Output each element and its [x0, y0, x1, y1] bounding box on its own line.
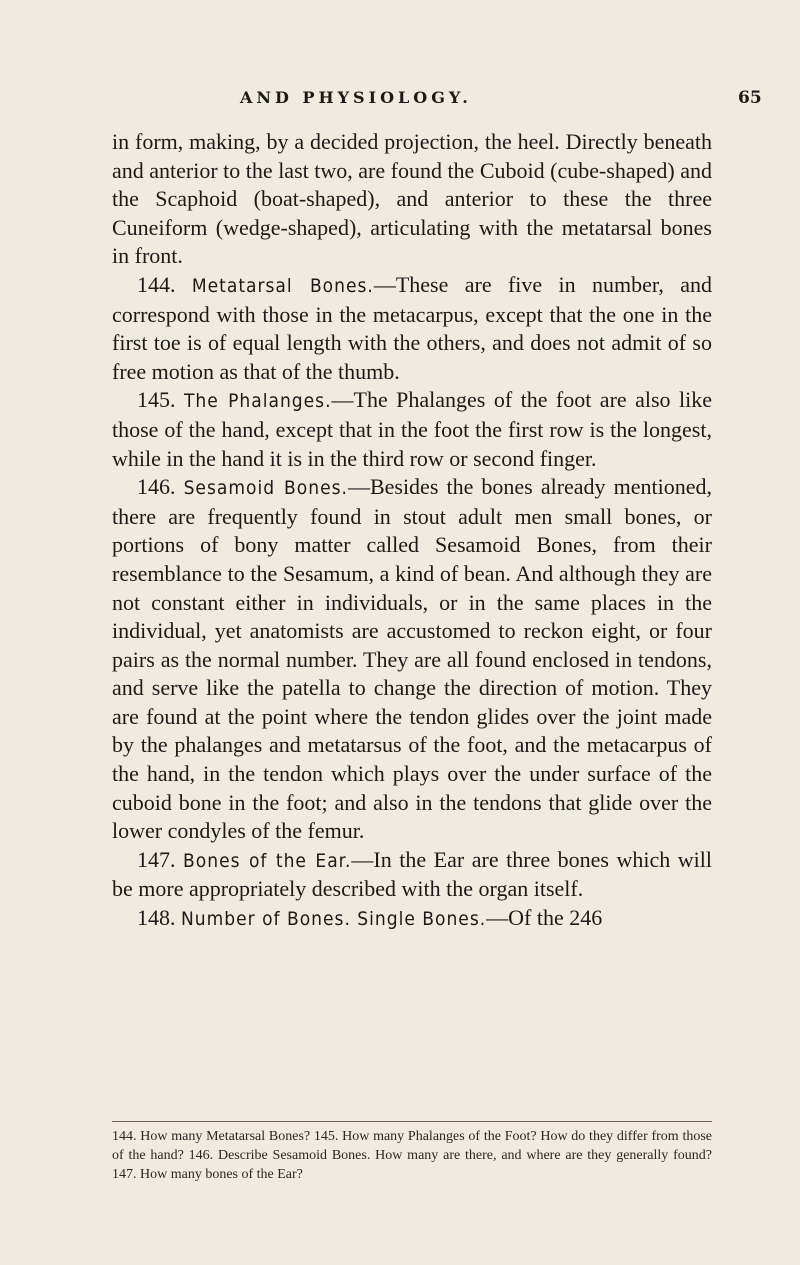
paragraph-text: —The Phalanges of the foot are also like those of the hand, except that in the foot the first row is the longest, while in the hand it is in the third row or second finger. — [112, 387, 712, 471]
paragraph-145 — [112, 386, 712, 473]
paragraph-number: 148. — [137, 905, 176, 931]
paragraph-number: 145. — [137, 387, 176, 413]
paragraph-heading: The Phalanges. — [183, 390, 332, 413]
paragraph-text: —These are five in number, and correspond with those in the metacarpus, except that the one in the first toe is of equal length with the others, and does not admit of so free motion as that of the thumb. — [112, 271, 712, 384]
running-title: AND PHYSIOLOGY. — [240, 88, 472, 107]
footnote-questions: 144. How many Metatarsal Bones? 145. How many Phalanges of the Foot? How do they differ from those of the hand? 146. Describe Sesamoid Bones. How many are there, and where are they generally found? 147. How many bones of the Ear? — [112, 1129, 712, 1182]
paragraph-heading: Number of Bones. Single Bones. — [181, 908, 487, 931]
paragraph-text: in form, making, by a decided projection, the heel. Directly beneath and anterior to the last two, are found the Cuboid (cube-shaped) and the Scaphoid (boat-shaped), and anterior to these the three Cuneiform (wedge-shaped), articulating with the metatarsal bones in front. — [112, 129, 712, 269]
paragraph-144 — [112, 271, 712, 386]
paragraph-147 — [112, 846, 712, 904]
paragraph-heading: Metatarsal Bones. — [191, 274, 374, 297]
paragraph-heading: Bones of the Ear. — [183, 849, 352, 872]
footnote-divider — [112, 1121, 712, 1122]
paragraph-text: —Of the 246 — [486, 905, 603, 931]
body-text — [112, 128, 712, 934]
paragraph-text: —Besides the bones already mentioned, there are frequently found in stout adult men small bones, or portions of bony matter called Sesamoid Bones, from their resemblance to the Sesamum, a kind of bean. And although they are not constant either in individuals, or in the same places in the individual, yet anatomists are accustomed to reckon eight, or four pairs as the normal number. They are all found enclosed in tendons, and serve like the patella to change the direction of motion. They are found at the point where the tendon glides over the joint made by the phalanges and metatarsus of the foot, and the metacarpus of the hand, in the tendon which plays over the under surface of the cuboid bone in the foot; and also in the tendons that glide over the lower condyles of the femur. — [112, 474, 712, 844]
paragraph-text: —In the Ear are three bones which will be more appropriately described with the organ itself. — [112, 846, 713, 902]
paragraph-heading: Sesamoid Bones. — [183, 477, 348, 500]
paragraph-number: 144. — [137, 271, 176, 297]
paragraph-146 — [112, 473, 712, 846]
page-number: 65 — [738, 88, 762, 108]
paragraph-number: 147. — [137, 846, 176, 872]
paragraph-number: 146. — [137, 474, 176, 500]
paragraph-148 — [112, 904, 712, 934]
paragraph-continued — [112, 128, 712, 271]
running-head — [0, 88, 800, 112]
